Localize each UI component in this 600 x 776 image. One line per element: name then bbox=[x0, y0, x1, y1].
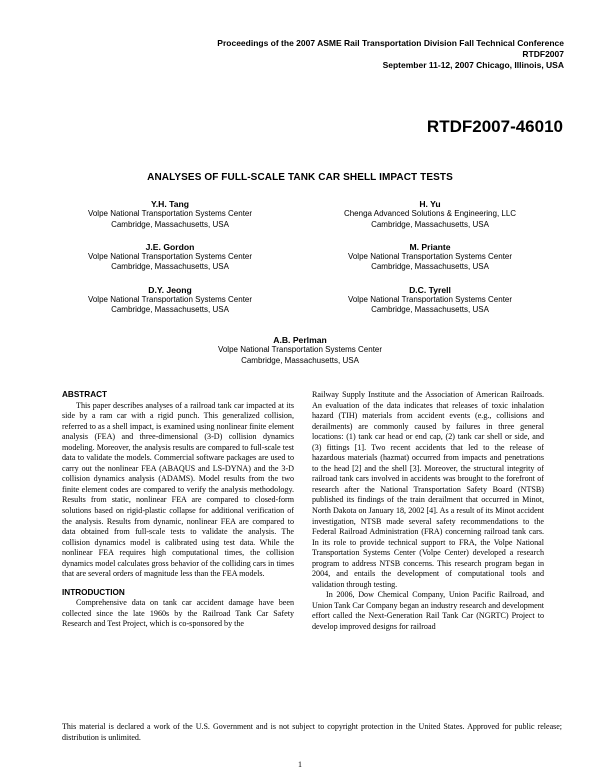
author-location: Cambridge, Massachusetts, USA bbox=[111, 219, 229, 229]
author-location: Cambridge, Massachusetts, USA bbox=[371, 262, 489, 272]
abstract-text: This paper describes analyses of a railroad tank car impacted at its side by a ram car with a rigid punch. This generalized collision, referred to as a shell impact, is examined using nonlinear finite element analysis (FEA) and three-dimensional (3-D) collision dynamics modeling. Moreover, the analysis results are compared to full-scale test data to validate the models. Commercial software packages are used to carry out the nonlinear FEA (ABAQUS and LS-DYNA) and the 3-D collision dynamics analysis (ADAMS). Model results from the two finite element codes are compared to verify the analysis methodology. Results from static, nonlinear FEA are compared to closed-form solutions based on rigid-plastic collapse for additional verification of the analysis. Results from dynamic, nonlinear FEA are compared to data obtained from full-scale tests to validate the analysis. The collision dynamics model is calibrated using test data. While the nonlinear FEA requires high computational times, the collision dynamics model calculates gross behavior of the colliding cars in times that are several orders of magnitude less than the FEA models. bbox=[62, 400, 294, 579]
author-name: H. Yu bbox=[419, 199, 441, 209]
author-name: J.E. Gordon bbox=[145, 241, 195, 252]
proceedings-line: Proceedings of the 2007 ASME Rail Transportation Division Fall Technical Conference bbox=[217, 38, 564, 48]
paper-number: RTDF2007-46010 bbox=[426, 117, 563, 136]
date-location: September 11-12, 2007 Chicago, Illinois, USA bbox=[382, 60, 564, 70]
author-name: A.B. Perlman bbox=[273, 335, 327, 345]
author-name: D.C. Tyrell bbox=[409, 284, 451, 295]
introduction-paragraph: Comprehensive data on tank car accident damage have been collected since the late 1960s by the Railroad Tank Car Safety Research and Test Project, which is co-sponsored by the bbox=[62, 598, 294, 629]
introduction-heading: INTRODUCTION bbox=[62, 587, 125, 597]
introduction-paragraph-continued: Railway Supply Institute and the Association of American Railroads. An evaluation of the data indicates that releases of toxic inhalation hazard (TIH) materials from accident events (e.g., collisions and derailments) are commonly caused by failures in three general locations: (1) tank car head or end cap, (2) tank car shell or side, and (3) fittings [1]. Two recent accidents that led to the release of hazardous materials (hazmat) occurred from impacts and penetrations to the head [2] and the shell [3]. Moreover, the structural integrity of railroad tank cars involved in accidents was brought to the forefront of research after the National Transportation Safety Board (NTSB) published its findings of the train derailment that occurred in Minot, North Dakota on January 18, 2002 [4]. As a result of its Minot accident investigation, NTSB made several safety recommendations to the Federal Railroad Administration (FRA) concerning railroad tank cars. In its role to provide technical support to FRA, the Volpe National Transportation Systems Center (Volpe Center) developed a research program to address NTSB concerns. This research program began in 2004, and entails the development of computational tools and validation through testing. bbox=[312, 390, 544, 589]
author-location: Cambridge, Massachusetts, USA bbox=[371, 219, 489, 229]
author-location: Cambridge, Massachusetts, USA bbox=[111, 305, 229, 315]
introduction-paragraph: In 2006, Dow Chemical Company, Union Pacific Railroad, and Union Tank Car Company began an industry research and development effort called the Next-Generation Rail Tank Car (NGRTC) Project to develop improved designs for railroad bbox=[312, 590, 544, 632]
author-block bbox=[300, 242, 560, 273]
author-block bbox=[40, 285, 300, 316]
paper-title: ANALYSES OF FULL-SCALE TANK CAR SHELL IMPACT TESTS bbox=[147, 172, 453, 183]
copyright-footnote: This material is declared a work of the U.S. Government and is not subject to copyright protection in the United States. Approved for public release; distribution is unlimited. bbox=[62, 722, 562, 742]
author-block bbox=[300, 199, 560, 230]
author-name: Y.H. Tang bbox=[150, 199, 190, 209]
author-name: D.Y. Jeong bbox=[148, 284, 192, 295]
right-column bbox=[312, 390, 544, 633]
author-affiliation: Volpe National Transportation Systems Center bbox=[87, 295, 253, 305]
author-affiliation: Volpe National Transportation Systems Center bbox=[87, 209, 253, 219]
abstract-heading: ABSTRACT bbox=[62, 390, 108, 399]
author-block bbox=[300, 285, 560, 316]
author-location: Cambridge, Massachusetts, USA bbox=[111, 262, 229, 272]
conference-header bbox=[134, 38, 564, 71]
author-affiliation: Volpe National Transportation Systems Center bbox=[87, 252, 253, 262]
author-block bbox=[0, 335, 600, 366]
author-name: M. Priante bbox=[409, 241, 451, 252]
author-affiliation: Volpe National Transportation Systems Center bbox=[347, 295, 513, 305]
author-affiliation: Volpe National Transportation Systems Center bbox=[217, 345, 383, 355]
author-location: Cambridge, Massachusetts, USA bbox=[371, 305, 489, 315]
conference-code: RTDF2007 bbox=[522, 49, 564, 59]
author-block bbox=[40, 199, 300, 230]
author-affiliation: Chenga Advanced Solutions & Engineering, LLC bbox=[343, 209, 517, 219]
left-column bbox=[62, 390, 294, 630]
author-block bbox=[40, 242, 300, 273]
author-grid bbox=[40, 199, 560, 316]
page-number: 1 bbox=[298, 760, 302, 769]
author-location: Cambridge, Massachusetts, USA bbox=[241, 355, 359, 365]
author-affiliation: Volpe National Transportation Systems Center bbox=[347, 252, 513, 262]
